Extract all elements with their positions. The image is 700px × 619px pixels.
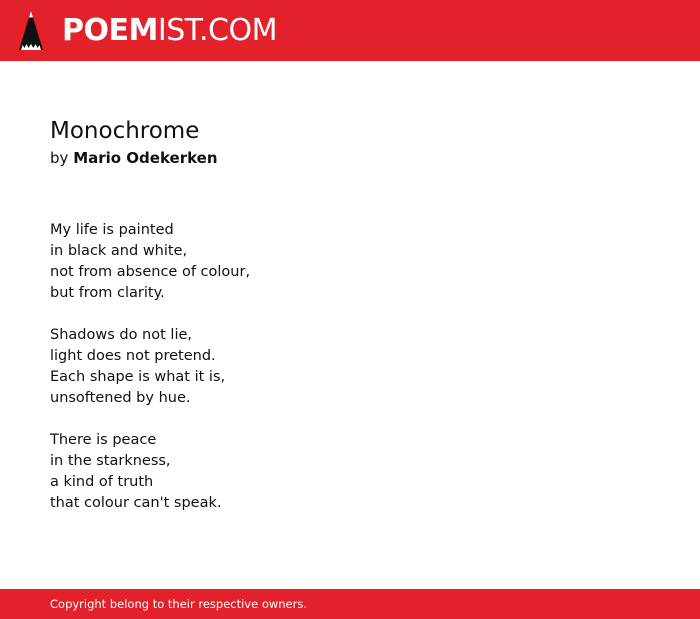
site-logo-text [62,12,277,48]
site-header [0,0,700,61]
poem-line: light does not pretend. [50,348,216,364]
stanza-1 [50,220,650,304]
poem-body [50,220,650,514]
logo-text-bold: POEM [62,12,158,48]
poem-line: unsoftened by hue. [50,390,191,406]
poem-line: Shadows do not lie, [50,327,193,343]
site-footer [0,589,700,619]
poem-line: in black and white, [50,243,188,259]
poem-line: in the starkness, [50,453,171,469]
poem-line: My life is painted [50,222,174,238]
author-link[interactable]: Mario Odekerken [73,149,218,167]
poem-content [50,116,650,535]
poem-line: but from clarity. [50,285,165,301]
stanza-2 [50,325,650,409]
copyright-text: Copyright belong to their respective owners. [50,597,308,611]
poem-line: Each shape is what it is, [50,369,226,385]
site-logo-link[interactable] [18,10,277,52]
poem-line: There is peace [50,432,157,448]
stanza-3 [50,430,650,514]
poem-line: a kind of truth [50,474,154,490]
logo-text-light: IST.COM [157,12,277,48]
pencil-tip-icon [18,10,44,52]
poem-byline [50,147,650,169]
poem-line: not from absence of colour, [50,264,251,280]
byline-prefix: by [50,149,69,167]
poem-line: that colour can't speak. [50,495,222,511]
poem-title: Monochrome [50,118,200,144]
